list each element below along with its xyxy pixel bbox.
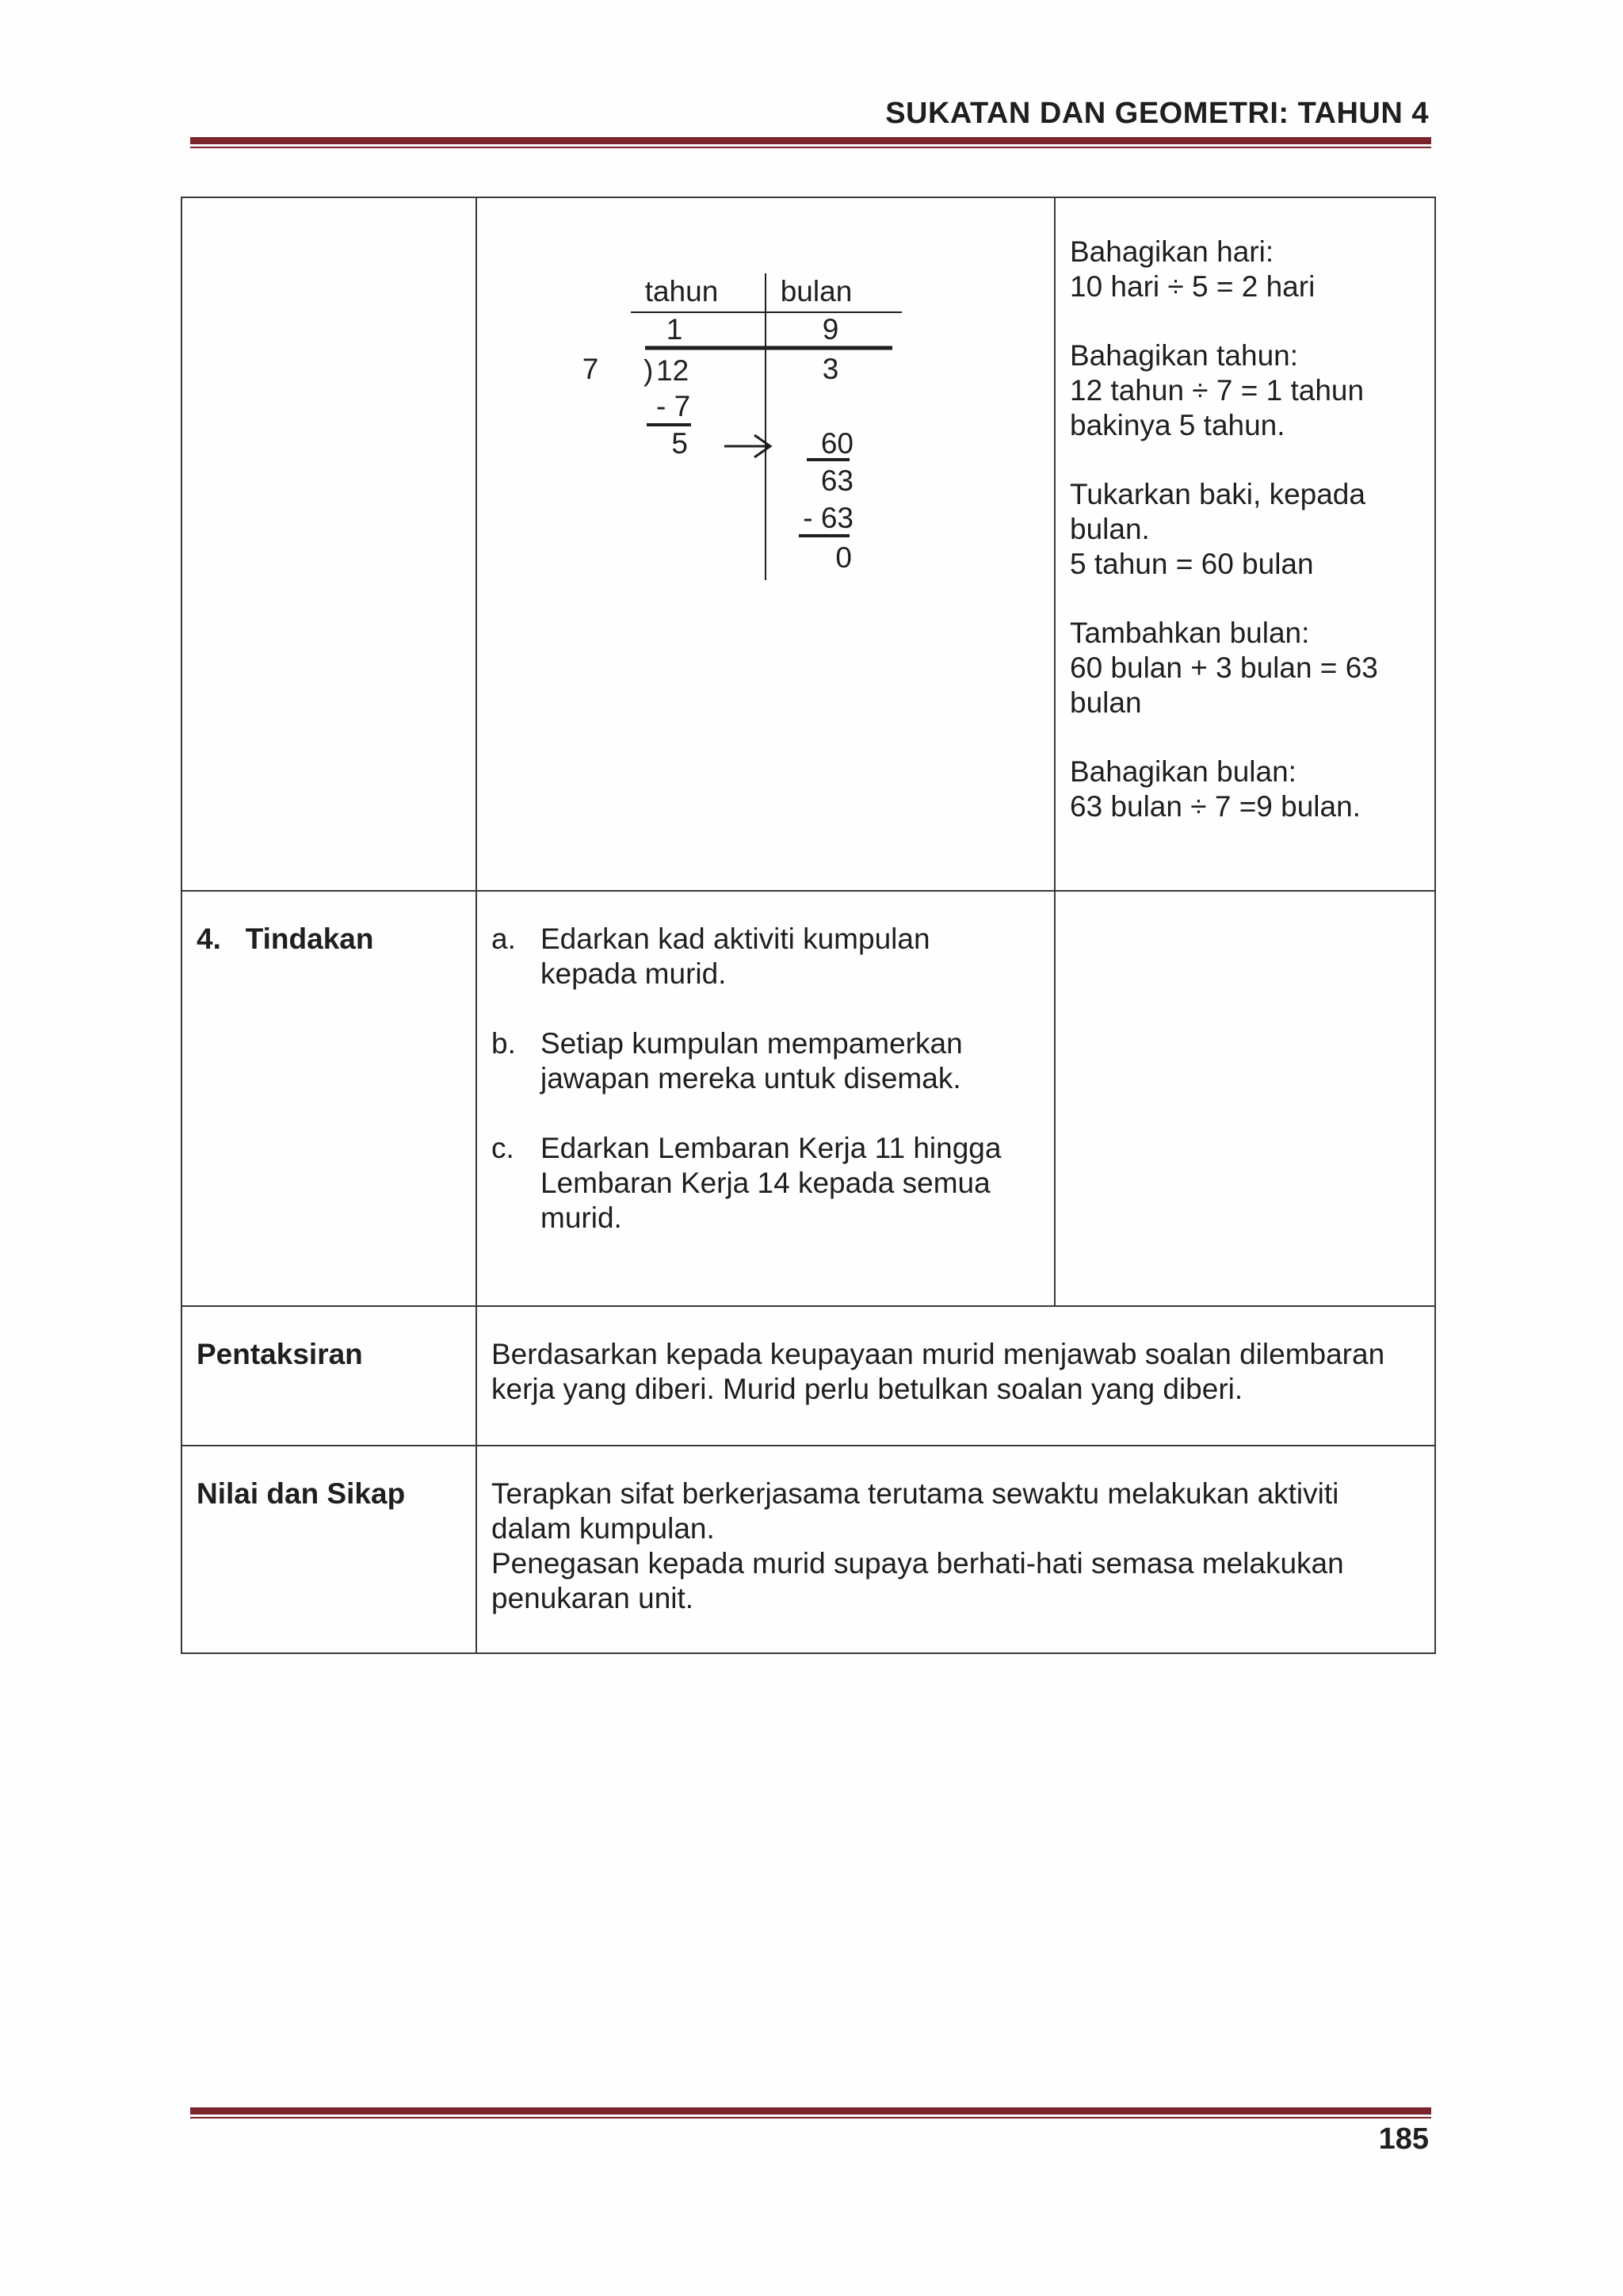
list-marker: c. xyxy=(491,1132,514,1164)
nilai-label-cell xyxy=(181,1446,476,1653)
step-line: 60 bulan + 3 bulan = 63 xyxy=(1070,651,1378,684)
final-remainder: 0 xyxy=(835,541,852,574)
step-line: 10 hari ÷ 5 = 2 hari xyxy=(1070,270,1316,303)
dividend-tahun: 12 xyxy=(656,354,689,387)
division-bracket: ) xyxy=(643,354,654,387)
quotient-tahun: 1 xyxy=(666,313,683,346)
list-marker: a. xyxy=(491,923,516,955)
nilai-row xyxy=(181,1446,1435,1653)
step-line: Bahagikan bulan: xyxy=(1070,755,1296,788)
step-line: bakinya 5 tahun. xyxy=(1070,409,1285,441)
header-rule-thin xyxy=(190,147,1431,148)
nilai-content-cell xyxy=(476,1446,1435,1653)
pentaksiran-row xyxy=(181,1306,1435,1446)
pentaksiran-label-cell xyxy=(181,1306,476,1446)
nilai-label: Nilai dan Sikap xyxy=(197,1477,406,1510)
pentaksiran-label: Pentaksiran xyxy=(197,1338,363,1370)
step-line: 12 tahun ÷ 7 = 1 tahun xyxy=(1070,374,1365,407)
list-item xyxy=(491,922,1022,991)
list-text: Setiap kumpulan mempamerkan jawapan mereka untuk disemak. xyxy=(540,1027,963,1095)
explanation-step xyxy=(1070,616,1420,720)
step-line: 5 tahun = 60 bulan xyxy=(1070,548,1314,580)
pentaksiran-content-cell xyxy=(476,1306,1435,1446)
long-division-diagram xyxy=(477,198,1056,890)
tindakan-row xyxy=(181,891,1435,1306)
tindakan-label: 4. Tindakan xyxy=(197,923,374,955)
footer-rule xyxy=(190,2107,1431,2115)
lesson-table xyxy=(181,197,1436,1654)
list-item xyxy=(491,1131,1022,1236)
page-number: 185 xyxy=(1378,2122,1429,2156)
step-line: Bahagikan hari: xyxy=(1070,235,1274,268)
list-text: Edarkan Lembaran Kerja 11 hingga Lembaran Kerja 14 kepada semua murid. xyxy=(540,1132,1002,1234)
list-text: Edarkan kad aktiviti kumpulan kepada murid. xyxy=(540,923,930,990)
nilai-line: Terapkan sifat berkerjasama terutama sewaktu melakukan aktiviti dalam kumpulan. xyxy=(491,1477,1339,1545)
subtract-tahun: - 7 xyxy=(656,390,691,422)
col-tahun-header: tahun xyxy=(644,275,719,308)
step-line: Tukarkan baki, kepada xyxy=(1070,478,1365,510)
calculation-cell xyxy=(476,197,1055,891)
step-line: bulan. xyxy=(1070,513,1150,545)
header-rule xyxy=(190,137,1431,144)
step-line: Tambahkan bulan: xyxy=(1070,617,1310,649)
quotient-bulan: 9 xyxy=(822,313,839,346)
explanation-step xyxy=(1070,477,1420,582)
step-line: bulan xyxy=(1070,686,1142,719)
nilai-line: Penegasan kepada murid supaya berhati-hati semasa melakukan penukaran unit. xyxy=(491,1547,1344,1614)
col-bulan-header: bulan xyxy=(780,275,853,308)
step-line: Bahagikan tahun: xyxy=(1070,339,1299,372)
empty-label-cell xyxy=(181,197,476,891)
explanation-step xyxy=(1070,235,1420,304)
explanation-step xyxy=(1070,755,1420,824)
list-item xyxy=(491,1026,1022,1096)
remainder-tahun: 5 xyxy=(671,427,688,460)
footer-rule-thin xyxy=(190,2117,1431,2118)
tindakan-empty-cell xyxy=(1055,891,1435,1306)
running-header: SUKATAN DAN GEOMETRI: TAHUN 4 xyxy=(885,97,1429,130)
explanation-cell xyxy=(1055,197,1435,891)
tindakan-label-cell xyxy=(181,891,476,1306)
explanation-step xyxy=(1070,338,1420,443)
list-marker: b. xyxy=(491,1027,516,1060)
calculation-row xyxy=(181,197,1435,891)
tindakan-content-cell xyxy=(476,891,1055,1306)
total-bulan: 63 xyxy=(820,464,854,497)
converted-bulan: 60 xyxy=(820,427,854,460)
subtract-bulan: - 63 xyxy=(803,502,854,534)
dividend-bulan: 3 xyxy=(822,353,839,385)
step-line: 63 bulan ÷ 7 =9 bulan. xyxy=(1070,790,1361,823)
divisor: 7 xyxy=(582,353,599,385)
pentaksiran-text: Berdasarkan kepada keupayaan murid menjawab soalan dilembaran kerja yang diberi. Murid perlu betulkan soalan yang diberi. xyxy=(491,1338,1385,1405)
